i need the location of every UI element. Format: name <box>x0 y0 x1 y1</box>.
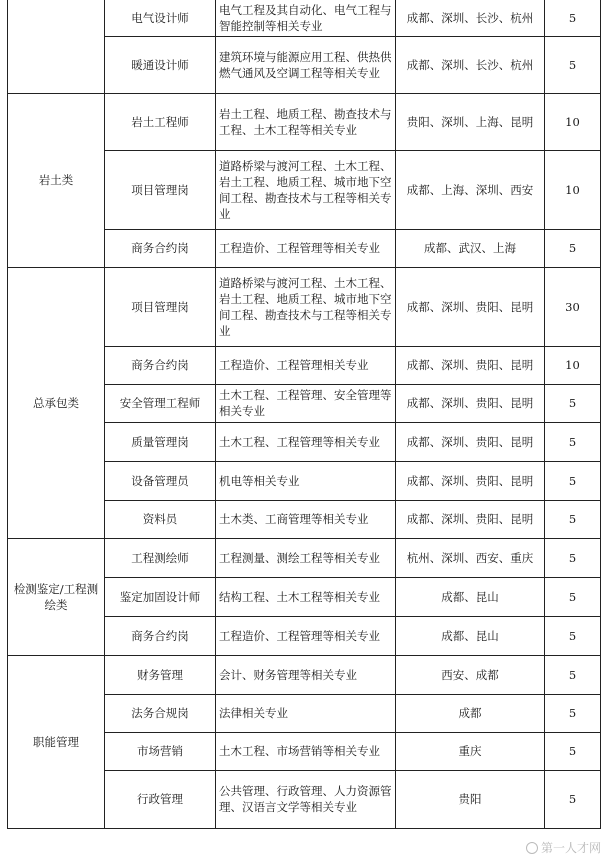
position-cell: 设备管理员 <box>105 461 216 500</box>
count-cell: 10 <box>545 150 601 229</box>
watermark <box>526 839 601 856</box>
cities-cell: 成都、昆山 <box>396 577 545 616</box>
position-cell: 行政管理 <box>105 770 216 828</box>
position-cell: 商务合约岗 <box>105 229 216 267</box>
major-cell: 建筑环境与能源应用工程、供热供燃气通风及空调工程等相关专业 <box>216 36 396 93</box>
category-cell: 总承包类 <box>8 267 105 538</box>
category-cell: 检测鉴定/工程测绘类 <box>8 538 105 655</box>
category-cell: 岩土类 <box>8 93 105 267</box>
count-cell: 30 <box>545 267 601 346</box>
position-cell: 法务合规岗 <box>105 694 216 732</box>
watermark-text: 第一人才网 <box>540 841 601 855</box>
cities-cell: 杭州、深圳、西安、重庆 <box>396 538 545 577</box>
recruitment-table <box>7 0 601 829</box>
count-cell: 5 <box>545 538 601 577</box>
position-cell: 质量管理岗 <box>105 422 216 461</box>
cities-cell: 成都、昆山 <box>396 616 545 655</box>
count-cell: 5 <box>545 577 601 616</box>
table-row <box>8 267 601 346</box>
major-cell: 结构工程、土木工程等相关专业 <box>216 577 396 616</box>
position-cell: 资料员 <box>105 500 216 538</box>
category-cell: 职能管理 <box>8 655 105 828</box>
major-cell: 土木类、工商管理等相关专业 <box>216 500 396 538</box>
position-cell: 商务合约岗 <box>105 616 216 655</box>
table-row <box>8 655 601 694</box>
count-cell: 5 <box>545 770 601 828</box>
table-row <box>8 538 601 577</box>
count-cell: 5 <box>545 655 601 694</box>
count-cell: 5 <box>545 384 601 422</box>
position-cell: 暖通设计师 <box>105 36 216 93</box>
count-cell: 5 <box>545 36 601 93</box>
cities-cell: 西安、成都 <box>396 655 545 694</box>
category-cell <box>8 0 105 93</box>
cities-cell: 重庆 <box>396 732 545 770</box>
position-cell: 项目管理岗 <box>105 267 216 346</box>
cities-cell: 成都、深圳、贵阳、昆明 <box>396 422 545 461</box>
position-cell: 市场营销 <box>105 732 216 770</box>
cities-cell: 成都、深圳、贵阳、昆明 <box>396 384 545 422</box>
count-cell: 5 <box>545 422 601 461</box>
major-cell: 工程测量、测绘工程等相关专业 <box>216 538 396 577</box>
cities-cell: 贵阳 <box>396 770 545 828</box>
count-cell: 5 <box>545 616 601 655</box>
major-cell: 岩土工程、地质工程、勘查技术与工程、土木工程等相关专业 <box>216 93 396 150</box>
table-row <box>8 93 601 150</box>
cities-cell: 成都、上海、深圳、西安 <box>396 150 545 229</box>
cities-cell: 成都、武汉、上海 <box>396 229 545 267</box>
cities-cell: 成都、深圳、贵阳、昆明 <box>396 461 545 500</box>
major-cell: 道路桥梁与渡河工程、土木工程、岩土工程、地质工程、城市地下空间工程、勘查技术与工程等相关专业 <box>216 150 396 229</box>
cities-cell: 成都、深圳、贵阳、昆明 <box>396 500 545 538</box>
major-cell: 道路桥梁与渡河工程、土木工程、岩土工程、地质工程、城市地下空间工程、勘查技术与工程等相关专业 <box>216 267 396 346</box>
major-cell: 工程造价、工程管理相关专业 <box>216 346 396 384</box>
major-cell: 公共管理、行政管理、人力资源管理、汉语言文学等相关专业 <box>216 770 396 828</box>
major-cell: 电气工程及其自动化、电气工程与智能控制等相关专业 <box>216 0 396 36</box>
cities-cell: 贵阳、深圳、上海、昆明 <box>396 93 545 150</box>
count-cell: 5 <box>545 461 601 500</box>
position-cell: 项目管理岗 <box>105 150 216 229</box>
position-cell: 电气设计师 <box>105 0 216 36</box>
count-cell: 10 <box>545 346 601 384</box>
cities-cell: 成都 <box>396 694 545 732</box>
position-cell: 安全管理工程师 <box>105 384 216 422</box>
count-cell: 5 <box>545 500 601 538</box>
cities-cell: 成都、深圳、贵阳、昆明 <box>396 346 545 384</box>
cities-cell: 成都、深圳、长沙、杭州 <box>396 0 545 36</box>
position-cell: 岩土工程师 <box>105 93 216 150</box>
major-cell: 机电等相关专业 <box>216 461 396 500</box>
major-cell: 土木工程、工程管理、安全管理等相关专业 <box>216 384 396 422</box>
count-cell: 5 <box>545 0 601 36</box>
major-cell: 工程造价、工程管理等相关专业 <box>216 229 396 267</box>
count-cell: 5 <box>545 229 601 267</box>
position-cell: 工程测绘师 <box>105 538 216 577</box>
count-cell: 10 <box>545 93 601 150</box>
cities-cell: 成都、深圳、长沙、杭州 <box>396 36 545 93</box>
weibo-icon <box>526 842 538 854</box>
position-cell: 鉴定加固设计师 <box>105 577 216 616</box>
major-cell: 土木工程、市场营销等相关专业 <box>216 732 396 770</box>
position-cell: 商务合约岗 <box>105 346 216 384</box>
table-row <box>8 0 601 36</box>
major-cell: 会计、财务管理等相关专业 <box>216 655 396 694</box>
count-cell: 5 <box>545 694 601 732</box>
position-cell: 财务管理 <box>105 655 216 694</box>
major-cell: 工程造价、工程管理等相关专业 <box>216 616 396 655</box>
major-cell: 法律相关专业 <box>216 694 396 732</box>
major-cell: 土木工程、工程管理等相关专业 <box>216 422 396 461</box>
count-cell: 5 <box>545 732 601 770</box>
cities-cell: 成都、深圳、贵阳、昆明 <box>396 267 545 346</box>
